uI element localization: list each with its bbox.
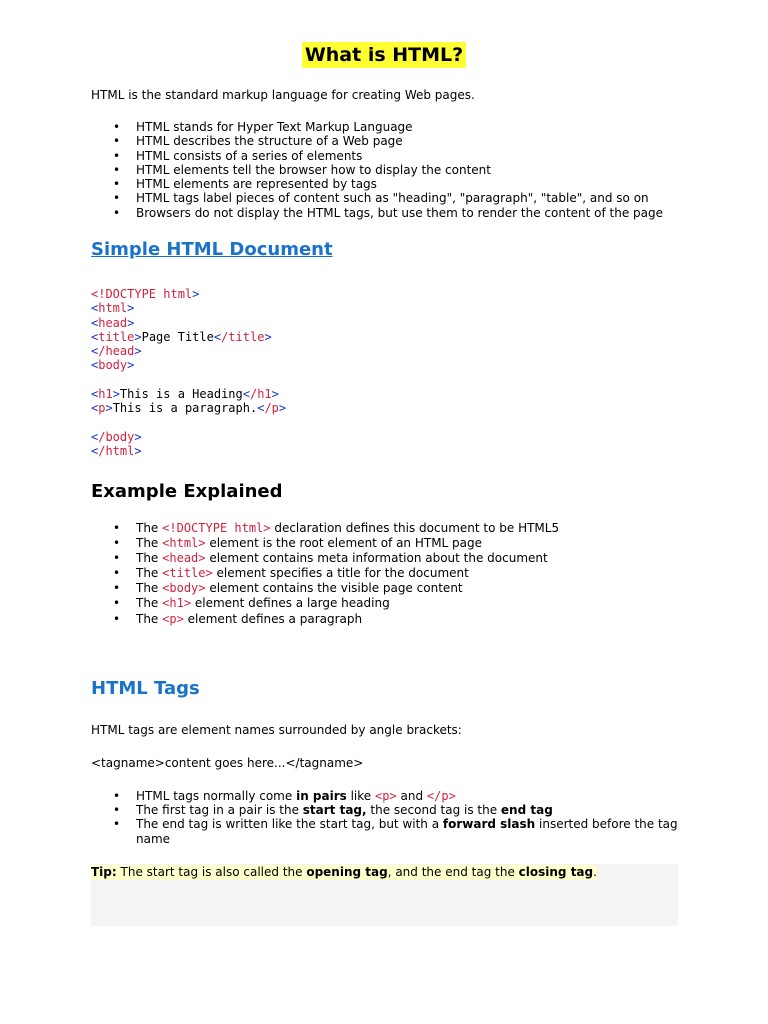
code-tag: body bbox=[98, 358, 128, 373]
item-text: The bbox=[136, 536, 163, 551]
code-punct: < bbox=[91, 344, 99, 359]
code-punct: < bbox=[91, 429, 99, 444]
code-punct: < bbox=[91, 444, 99, 459]
code-block bbox=[91, 287, 286, 459]
code-punct: > bbox=[134, 444, 142, 459]
list-item bbox=[91, 521, 559, 536]
code-punct: > bbox=[112, 387, 120, 402]
item-text: The bbox=[136, 551, 163, 566]
inline-code-tag: <title> bbox=[162, 566, 213, 581]
code-punct: < bbox=[91, 301, 99, 316]
item-text: The bbox=[136, 611, 163, 626]
code-text: This is a paragraph. bbox=[112, 401, 258, 416]
simple-html-document-heading[interactable]: Simple HTML Document bbox=[91, 239, 333, 260]
list-item: • HTML stands for Hyper Text Markup Language bbox=[91, 120, 663, 134]
inline-code-tag: <html> bbox=[162, 536, 206, 551]
item-text: element defines a paragraph bbox=[183, 611, 363, 626]
list-item bbox=[91, 596, 559, 611]
code-punct: > bbox=[127, 315, 135, 330]
code-doctype: !DOCTYPE html bbox=[98, 287, 193, 301]
code-punct: > bbox=[105, 401, 113, 416]
code-punct: > bbox=[278, 401, 287, 416]
tip-bold: opening tag bbox=[306, 865, 388, 879]
tags-intro-text: HTML tags are element names surrounded by angle brackets: bbox=[91, 723, 462, 737]
item-bold-text: start tag, bbox=[302, 803, 367, 818]
tags-example-text: <tagname>content goes here...</tagname> bbox=[91, 756, 364, 770]
tip-text bbox=[91, 865, 597, 880]
list-item: • HTML elements are represented by tags bbox=[91, 177, 663, 191]
tip-text-part: , and the end tag the bbox=[387, 865, 519, 879]
code-punct: < bbox=[213, 329, 222, 344]
code-punct: < bbox=[91, 387, 99, 402]
inline-code-tag: <body> bbox=[162, 581, 206, 596]
code-punct: > bbox=[264, 329, 272, 344]
list-item: • HTML consists of a series of elements bbox=[91, 149, 663, 163]
item-text: HTML tags normally come bbox=[136, 789, 297, 803]
code-text: Page Title bbox=[141, 329, 214, 344]
list-item bbox=[91, 612, 559, 627]
list-item bbox=[91, 566, 559, 581]
explained-list bbox=[91, 521, 559, 627]
item-text: The bbox=[136, 566, 163, 581]
tip-label: Tip: bbox=[91, 865, 117, 879]
tip-text-part: The start tag is also called the bbox=[116, 865, 307, 879]
list-item: • HTML describes the structure of a Web page bbox=[91, 134, 663, 148]
code-tag: /html bbox=[98, 444, 135, 459]
item-bold-text: forward slash bbox=[442, 817, 536, 832]
list-item: • Browsers do not display the HTML tags, but use them to render the content of the page bbox=[91, 206, 663, 220]
item-bold-text: end tag bbox=[500, 803, 553, 818]
inline-code-tag: <p> bbox=[162, 611, 184, 626]
list-item: • HTML elements tell the browser how to display the content bbox=[91, 163, 663, 177]
inline-code-tag: <!DOCTYPE html> bbox=[162, 521, 271, 535]
code-punct: > bbox=[127, 358, 135, 373]
code-punct: < bbox=[91, 401, 99, 416]
tip-bold: closing tag bbox=[518, 865, 594, 879]
code-tag: html bbox=[98, 301, 128, 316]
item-text: the second tag is the bbox=[366, 803, 501, 818]
code-punct: < bbox=[242, 387, 250, 402]
list-item bbox=[91, 803, 678, 817]
code-punct: > bbox=[127, 301, 135, 316]
code-tag: head bbox=[98, 315, 128, 330]
html-tags-heading: HTML Tags bbox=[91, 678, 200, 699]
item-text: element is the root element of an HTML page bbox=[205, 536, 483, 551]
item-text: and bbox=[396, 789, 427, 803]
code-tag: /h1 bbox=[249, 387, 272, 402]
code-tag: /head bbox=[98, 344, 135, 359]
code-punct: < bbox=[91, 315, 99, 330]
item-bold-text: in pairs bbox=[296, 789, 347, 803]
code-tag: /body bbox=[98, 429, 135, 444]
list-item bbox=[91, 551, 559, 566]
item-text: The bbox=[136, 596, 163, 611]
inline-code-tag: <h1> bbox=[162, 596, 192, 611]
item-text: The bbox=[136, 521, 163, 535]
list-item bbox=[91, 817, 678, 831]
example-explained-heading: Example Explained bbox=[91, 481, 283, 502]
code-tag: h1 bbox=[98, 387, 113, 402]
code-punct: < bbox=[91, 287, 99, 301]
inline-code-tag: </p> bbox=[426, 789, 456, 803]
list-item bbox=[91, 789, 678, 803]
item-text: element contains the visible page content bbox=[205, 581, 463, 596]
page-title: What is HTML? bbox=[302, 42, 466, 68]
item-text: element defines a large heading bbox=[191, 596, 390, 611]
title-wrap bbox=[0, 42, 768, 68]
inline-code-tag: <p> bbox=[374, 789, 397, 803]
code-text: This is a Heading bbox=[119, 387, 243, 402]
code-punct: < bbox=[257, 401, 265, 416]
tip-text-part: . bbox=[593, 865, 597, 879]
list-item bbox=[91, 581, 559, 596]
code-tag: /p bbox=[264, 401, 279, 416]
code-punct: > bbox=[192, 287, 200, 301]
item-text: name bbox=[136, 831, 171, 846]
item-text: element contains meta information about the document bbox=[205, 551, 548, 566]
list-item-continuation bbox=[91, 832, 678, 846]
code-punct: > bbox=[271, 387, 279, 402]
code-punct: < bbox=[91, 358, 99, 373]
code-punct: > bbox=[134, 429, 142, 444]
html-facts-list bbox=[91, 120, 663, 220]
code-tag: title bbox=[98, 329, 135, 344]
code-punct: > bbox=[134, 344, 142, 359]
item-text: element specifies a title for the document bbox=[212, 566, 469, 581]
code-tag: /title bbox=[221, 329, 265, 344]
code-tag: p bbox=[98, 401, 106, 416]
item-text: like bbox=[346, 789, 375, 803]
list-item bbox=[91, 536, 559, 551]
intro-text: HTML is the standard markup language for creating Web pages. bbox=[91, 88, 475, 102]
item-text: The end tag is written like the start tag, but with a bbox=[136, 817, 443, 832]
inline-code-tag: <head> bbox=[162, 551, 206, 566]
list-item: • HTML tags label pieces of content such as "heading", "paragraph", "table", and so on bbox=[91, 191, 663, 205]
code-punct: > bbox=[134, 329, 142, 344]
item-text: declaration defines this document to be HTML5 bbox=[270, 521, 560, 535]
tags-list bbox=[91, 789, 678, 846]
item-text: The bbox=[136, 581, 163, 596]
code-punct: < bbox=[91, 329, 99, 344]
item-text: The first tag in a pair is the bbox=[136, 803, 303, 818]
item-text: inserted before the tag bbox=[535, 817, 678, 832]
